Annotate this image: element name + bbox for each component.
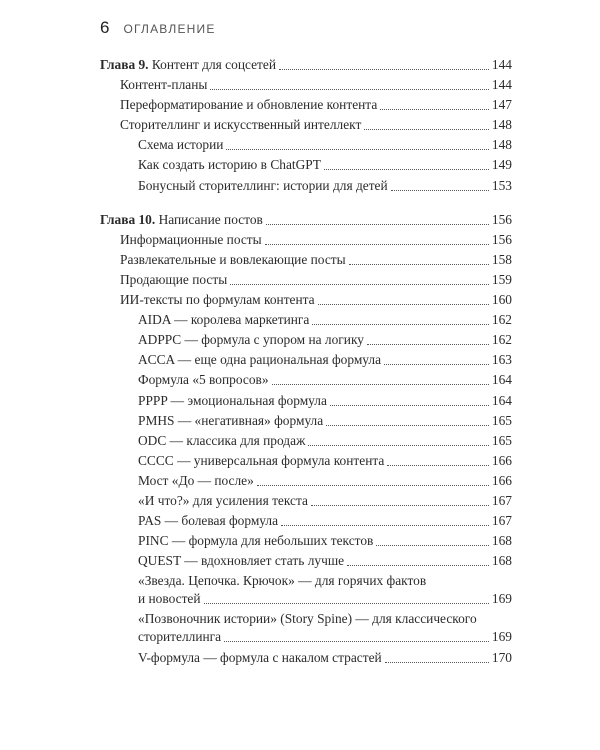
dot-leader [376,544,489,546]
toc-entry[interactable] [100,412,512,430]
dot-leader [265,243,489,245]
toc-entry-label: «Звезда. Цепочка. Крючок» — для горячих фактов [138,573,427,589]
section-title: ОГЛАВЛЕНИЕ [123,22,216,36]
toc-entry[interactable] [100,331,512,349]
toc-entry-label: AIDA — королева маркетинга [138,312,310,328]
toc-entry-label: Мост «До — после» [138,472,254,488]
dot-leader [224,640,489,642]
toc-chapter-entry[interactable] [100,211,512,229]
dot-leader [312,323,489,325]
dot-leader [281,524,489,526]
toc-page-number: 169 [491,629,512,645]
dot-leader [226,148,488,150]
toc-entry-label: Схема истории [138,137,224,153]
toc-entry-label: Переформатирование и обновление контента [120,97,378,113]
dot-leader [387,464,489,466]
toc-page-number: 156 [491,231,512,247]
toc-page-number: 169 [491,591,512,607]
toc-entry[interactable] [100,116,512,134]
toc-page-number: 148 [491,137,512,153]
toc-entry[interactable] [100,552,512,570]
toc-entry[interactable] [100,311,512,329]
toc-entry-label [100,56,276,74]
toc-entry-label: Информационные посты [120,231,262,247]
toc-page-number: 167 [491,492,512,508]
toc-entry-label: PPPP — эмоциональная формула [138,392,327,408]
toc-page-number: 144 [491,77,512,93]
toc-entry[interactable] [100,572,512,608]
dot-leader [257,484,489,486]
toc-page-number: 165 [491,412,512,428]
dot-leader [210,88,489,90]
dot-leader [391,189,489,191]
dot-leader [384,363,489,365]
toc-chapter-entry[interactable] [100,56,512,74]
toc-entry-label: CCCC — универсальная формула контента [138,452,385,468]
toc-entry[interactable] [100,432,512,450]
toc-entry-label: Контент-планы [120,77,208,93]
toc-entry-label: ИИ-тексты по формулам контента [120,292,315,308]
dot-leader [311,504,489,506]
toc-entry-label: Бонусный сторителлинг: истории для детей [138,177,388,193]
toc-page-number: 166 [491,452,512,468]
toc-entry-label: ADPPC — формула с упором на логику [138,332,364,348]
toc-entry[interactable] [100,472,512,490]
toc-page-number: 163 [491,352,512,368]
toc-entry[interactable] [100,136,512,154]
dot-leader [380,108,489,110]
dot-leader [330,404,489,406]
table-of-contents [100,56,512,669]
toc-entry-label: ACCA — еще одна рациональная формула [138,352,382,368]
toc-page-number: 164 [491,392,512,408]
toc-page-number: 168 [491,533,512,549]
toc-page-number: 164 [491,372,512,388]
dot-leader [266,223,489,225]
toc-entry-label: Как создать историю в ChatGPT [138,157,321,173]
toc-entry[interactable] [100,177,512,195]
toc-entry-label: Формула «5 вопросов» [138,372,269,388]
toc-page-number: 170 [491,649,512,665]
toc-entry[interactable] [100,649,512,667]
toc-entry[interactable] [100,392,512,410]
toc-entry-line2 [138,590,512,608]
dot-leader [324,168,489,170]
toc-page-number: 149 [491,157,512,173]
toc-entry-label-cont: сторителлинга [138,629,222,645]
toc-entry[interactable] [100,371,512,389]
chapter-number: Глава 10. [100,211,156,227]
toc-page-number: 159 [491,271,512,287]
toc-page-number: 160 [491,292,512,308]
dot-leader [279,68,489,70]
toc-entry-label: «Позвоночник истории» (Story Spine) — для классического [138,611,477,627]
toc-page-number: 144 [491,57,512,72]
dot-leader [318,303,489,305]
dot-leader [364,128,489,130]
toc-page-number: 153 [491,177,512,193]
toc-entry-label: V-формула — формула с накалом страстей [138,649,382,665]
dot-leader [230,283,489,285]
toc-entry-label [100,211,263,229]
toc-page-number: 147 [491,97,512,113]
page-number: 6 [100,18,110,37]
toc-entry-label: Развлекательные и вовлекающие посты [120,251,346,267]
toc-page-number: 168 [491,553,512,569]
chapter-title: Контент для соцсетей [148,57,276,72]
toc-entry-label-cont: и новостей [138,591,201,607]
chapter-gap [100,197,512,211]
toc-entry-label: PINC — формула для небольших текстов [138,533,374,549]
toc-entry-label: «И что?» для усиления текста [138,492,308,508]
dot-leader [272,383,489,385]
toc-entry[interactable] [100,76,512,94]
toc-entry-label: PAS — болевая формула [138,513,279,529]
dot-leader [326,424,489,426]
toc-entry-label: QUEST — вдохновляет стать лучше [138,553,345,569]
toc-entry-label: Сторителлинг и искусственный интеллект [120,117,362,133]
toc-entry[interactable] [100,610,512,646]
chapter-title: Написание постов [155,211,263,227]
toc-page-number: 148 [491,117,512,133]
toc-entry[interactable] [100,351,512,369]
dot-leader [349,263,489,265]
toc-page-number: 165 [491,432,512,448]
toc-page-number: 167 [491,513,512,529]
toc-entry[interactable] [100,512,512,530]
chapter-number: Глава 9. [100,57,149,72]
toc-entry[interactable] [100,96,512,114]
toc-page-number: 166 [491,472,512,488]
dot-leader [204,602,489,604]
toc-page-number: 162 [491,312,512,328]
toc-entry-line2 [138,628,512,646]
toc-page-number: 158 [491,251,512,267]
toc-entry-label: PMHS — «негативная» формула [138,412,324,428]
dot-leader [308,444,489,446]
toc-entry-label: ODC — классика для продаж [138,432,306,448]
dot-leader [367,343,489,345]
dot-leader [385,661,489,663]
dot-leader [347,564,489,566]
toc-page-number: 162 [491,332,512,348]
toc-page-number: 156 [491,211,512,227]
toc-entry[interactable] [100,291,512,309]
toc-entry[interactable] [100,452,512,470]
toc-entry[interactable] [100,271,512,289]
toc-entry[interactable] [100,231,512,249]
toc-entry[interactable] [100,532,512,550]
toc-entry-label: Продающие посты [120,271,228,287]
toc-entry[interactable] [100,156,512,174]
running-head [100,18,216,38]
toc-entry[interactable] [100,492,512,510]
toc-entry[interactable] [100,251,512,269]
